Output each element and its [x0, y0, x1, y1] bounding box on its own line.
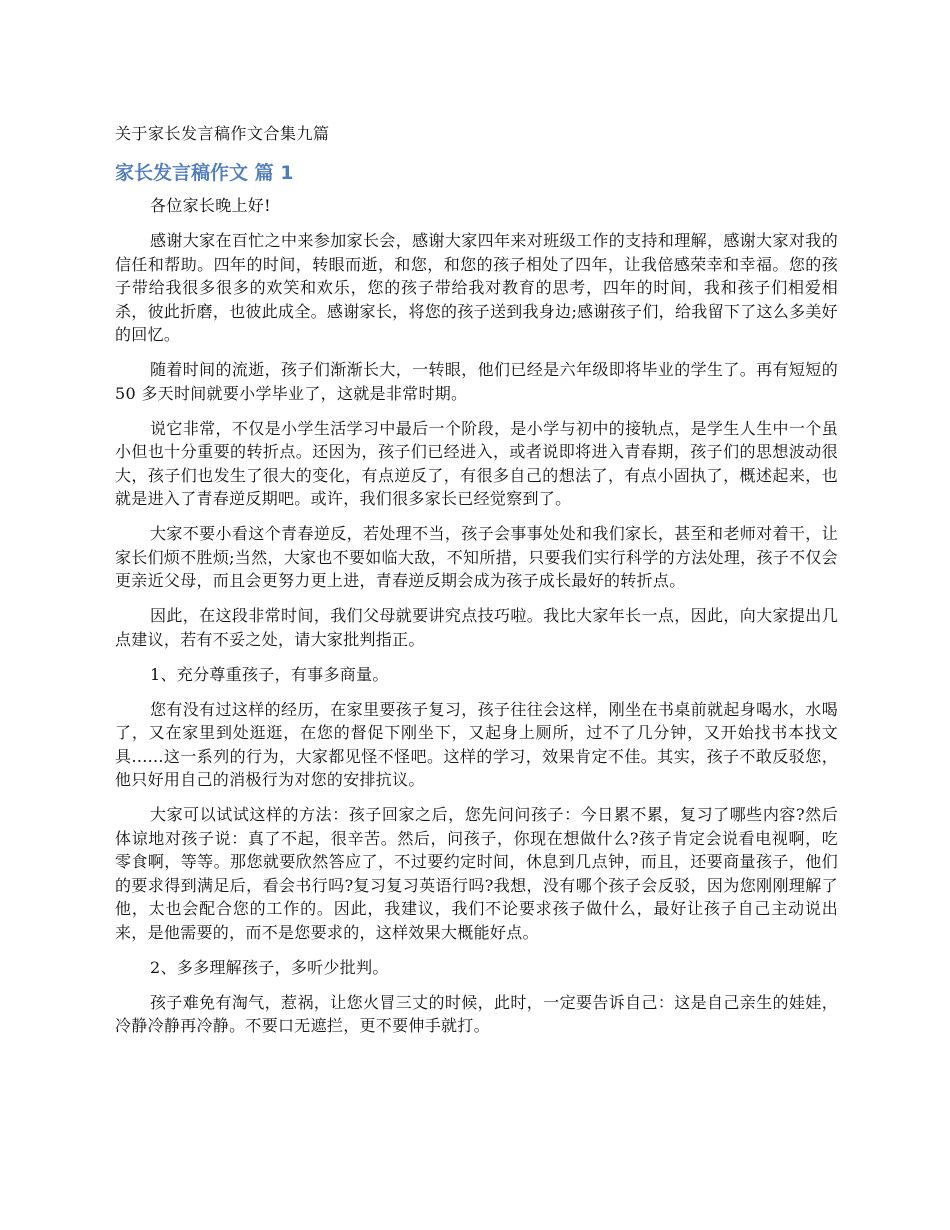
- list-point-2: 2、多多理解孩子，多听少批判。: [150, 957, 389, 977]
- paragraph: 大家可以试试这样的方法：孩子回家之后，您先问问孩子：今日累不累，复习了哪些内容?然后体谅地对孩子说：真了不起，很辛苦。然后，问孩子，你现在想做什么?孩子肯定会说看电视啊，吃零食啊，等等。那您就要欣然答应了，不过要约定时间，休息到几点钟，而且，还要商量孩子，他们的要求得到满足后，看会书行吗?复习复习英语行吗?我想，没有哪个孩子会反驳，因为您刚刚理解了他，太也会配合您的工作的。因此，我建议，我们不论要求孩子做什么，最好让孩子自己主动说出来，是他需要的，而不是您要求的，这样效果大概能好点。: [115, 805, 838, 942]
- paragraph: 因此，在这段非常时间，我们父母就要讲究点技巧啦。我比大家年长一点，因此，向大家提出几点建议，若有不妥之处，请大家批判指正。: [115, 606, 838, 649]
- paragraph-greeting: 各位家长晚上好!: [150, 196, 271, 215]
- paragraph: 您有没有过这样的经历，在家里要孩子复习，孩子往往会这样，刚坐在书桌前就起身喝水，水喝了，又在家里到处逛逛，在您的督促下刚坐下，又起身上厕所，过不了几分钟，又开始找书本找文具......这一系列的行为，大家都见怪不怪吧。这样的学习，效果肯定不佳。其实，孩子不敢反驳您，他只好用自己的消极行为对您的安排抗议。: [115, 699, 838, 789]
- document-body: [115, 122, 838, 1049]
- document-title: 关于家长发言稿作文合集九篇: [115, 124, 330, 143]
- paragraph: 孩子难免有淘气，惹祸，让您火冒三丈的时候，此时，一定要告诉自己：这是自己亲生的娃娃，冷静冷静再冷静。不要口无遮拦，更不要伸手就打。: [115, 992, 838, 1035]
- paragraph: 感谢大家在百忙之中来参加家长会，感谢大家四年来对班级工作的支持和理解，感谢大家对我的信任和帮助。四年的时间，转眼而逝，和您，和您的孩子相处了四年，让我倍感荣幸和幸福。您的孩子带给我很多很多的欢笑和欢乐，您的孩子带给我对教育的思考，四年的时间，我和孩子们相爱相杀，彼此折磨，也彼此成全。感谢家长，将您的孩子送到我身边;感谢孩子们，给我留下了这么多美好的回忆。: [115, 231, 838, 344]
- paragraph: 随着时间的流逝，孩子们渐渐长大，一转眼，他们已经是六年级即将毕业的学生了。再有短短的 50 多天时间就要小学毕业了，这就是非常时期。: [115, 360, 838, 403]
- list-point-1: 1、充分尊重孩子，有事多商量。: [150, 664, 389, 684]
- paragraph: 大家不要小看这个青春逆反，若处理不当，孩子会事事处处和我们家长，甚至和老师对着干，让家长们烦不胜烦;当然，大家也不要如临大敌，不知所措，只要我们实行科学的方法处理，孩子不仅会更亲近父母，而且会更努力更上进，青春逆反期会成为孩子成长最好的转折点。: [115, 524, 838, 590]
- section-heading: 家长发言稿作文 篇 1: [115, 162, 294, 184]
- paragraph: 说它非常，不仅是小学生活学习中最后一个阶段，是小学与初中的接轨点，是学生人生中一个虽小但也十分重要的转折点。还因为，孩子们已经进入，或者说即将进入青春期，孩子们的思想波动很大，孩子们也发生了很大的变化，有点逆反了，有很多自己的想法了，有点小固执了，概述起来，也就是进入了青春逆反期吧。或许，我们很多家长已经觉察到了。: [115, 418, 838, 508]
